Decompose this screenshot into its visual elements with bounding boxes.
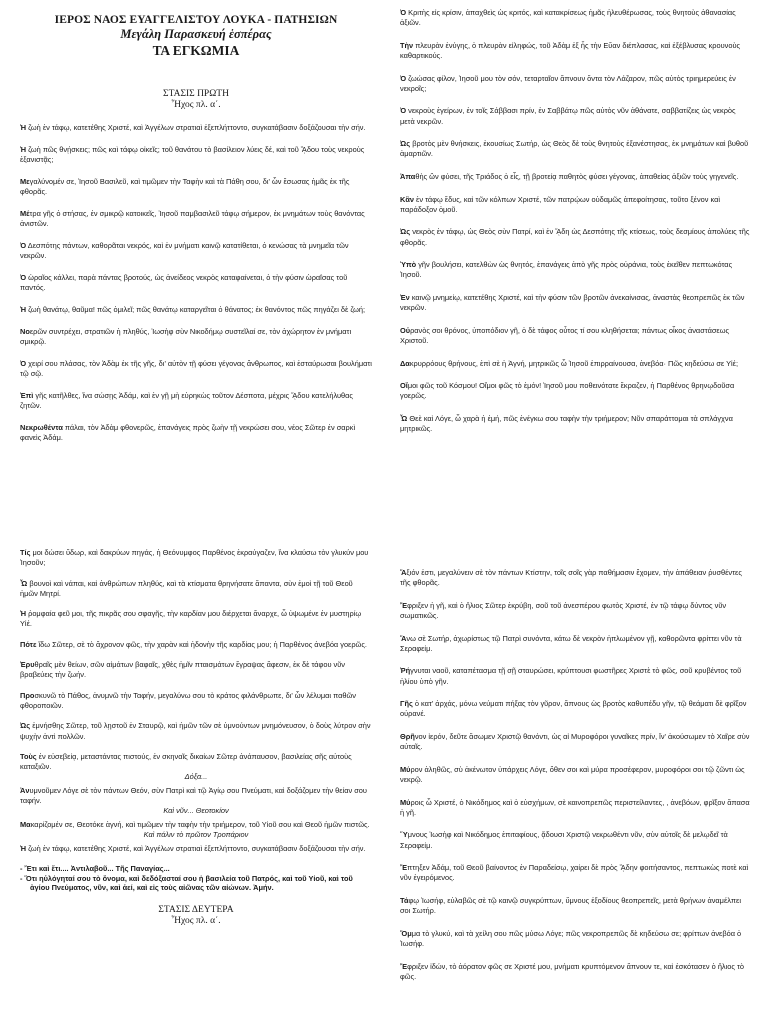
kai-nyn-marker: Καὶ νῦν... Θεοτοκίον xyxy=(163,806,229,816)
verse xyxy=(20,123,372,133)
verse xyxy=(20,241,372,261)
top-right-column xyxy=(400,6,752,514)
verse-initial: Ὦ xyxy=(20,578,28,588)
verse-list xyxy=(20,548,372,772)
verse xyxy=(400,8,752,28)
verse-initial: Νεκρωθέντα xyxy=(20,422,63,432)
church-name: ΙΕΡΟΣ ΝΑΟΣ ΕΥΑΓΓΕΛΙΣΤΟΥ ΛΟΥΚΑ - ΠΑΤΗΣΙΩΝ xyxy=(54,14,338,26)
verse xyxy=(20,305,372,315)
verse-text: σκυνῶ τὸ Πάθος, ἀνυμνῶ τὴν Ταφήν, μεγαλύνω σου τὸ κράτος φιλάνθρωπε, δι' ὧν λέλυμαι παθῶν φθοροποιῶν. xyxy=(20,690,356,710)
verse-text: ῥομφαία φεῦ μοι, τῆς πικρᾶς σου σφαγῆς, τὴν καρδίαν μου διέρχεται ἄναρχε, ὦ ὑψωμένε ἐν μυστηρίῳ Υἱέ. xyxy=(20,609,362,629)
verse xyxy=(400,568,752,588)
verse-text: πλευρὰν ἐνύγης, ὁ πλευρὰν εἰληφώς, τοῦ Ἀδὰμ ἐξ ἧς τὴν Εὔαν διέπλασας, καὶ ἐξέβλυσας κρουνοὺς καθαρτικούς. xyxy=(400,40,741,60)
verse-text: Κριτὴς εἰς κρίσιν, ἀπαχθεὶς ὡς κριτός, καὶ κατακρίσεως ἡμᾶς ἠλευθέρωσας, τοὺς θνητοὺς ἀθανασίας ἀξιῶν. xyxy=(400,8,736,28)
verse xyxy=(20,752,372,772)
verse-initial: Ὁ xyxy=(20,272,27,282)
verse-initial: Μέ xyxy=(20,208,30,218)
verse-initial: Ὁ xyxy=(400,8,407,17)
verse-text: νεκρὸς ἐν τάφῳ, ὡς Θεὸς σὺν Πατρί, καὶ ἐν ᾍδη ὡς Δεσπότης τῆς κτίσεως, τοὺς δεσμίους ἀπολύεις τῆς φθορᾶς. xyxy=(400,227,750,247)
verse-text: μνους Ἰωσὴφ καὶ Νικόδημος ἐπιταφίους, ᾄδουσι Χριστῷ νεκρωθέντι νῦν, σὺν αὐτοῖς δὲ μελῳδεῖ τὰ Σεραφείμ. xyxy=(400,830,728,850)
verse-text: βουνοὶ καὶ νάπαι, καὶ ἀνθρώπων πληθύς, καὶ τὰ κτίσματα θρηνήσατε ἅπαντα, σὺν ἐμοὶ τῇ τοῦ Θεοῦ ἡμῶν Μητρί. xyxy=(20,578,353,598)
repeat-note: Καὶ πάλιν τὸ πρῶτον Τροπάριον xyxy=(143,830,249,840)
verse xyxy=(20,359,372,379)
verse-text: βροτὸς μὲν θνήσκεις, ἑκουσίως Σωτήρ, ὡς Θεὸς δὲ τοὺς θνητοὺς ἐξανέστησας, ἐκ μνημάτων καὶ βυθοῦ ἁμαρτιῶν. xyxy=(400,139,749,159)
verse-text: φῳ Ἰωσήφ, εὐλαβῶς σὲ τῷ καινῷ συγκρύπτων, ὕμνους ἐξοδίους θεοπρεπεῖς, μετὰ θρήνων ἀναμέλπει σοι Σωτήρ. xyxy=(400,895,741,916)
verse-initial: Τά xyxy=(400,895,409,905)
verse-initial: Ὁ xyxy=(20,358,27,368)
bottom-left-column xyxy=(20,544,372,1020)
litany-lines xyxy=(20,864,372,893)
verse-initial: Θρῆ xyxy=(400,731,415,741)
verse-text: ζωὴ ἐν τάφῳ, κατετέθης Χριστέ, καὶ Ἀγγέλων στρατιαὶ ἐξεπλήττοντο, συγκατάβασιν δοξάζουσαι τὴν σήν. xyxy=(26,843,366,853)
verse-initial: Ὡς xyxy=(20,721,31,731)
verse-text: καρίζομέν σε, Θεοτόκε ἁγνή, καὶ τιμῶμεν τὴν ταφὴν τὴν τριήμερον, τοῦ Υἱοῦ σου καὶ Θεοῦ ἡμῶν πιστῶς. xyxy=(30,819,370,829)
stasis-tone: Ἦχος πλ. α΄. xyxy=(171,915,221,926)
stasis-title: ΣΤΑΣΙΣ ΠΡΩΤΗ xyxy=(163,89,229,99)
verse-initial: Οὐ xyxy=(400,325,411,335)
verse-initial: Ἐπὶ xyxy=(20,390,34,400)
verse-initial: Τοὺς xyxy=(20,751,37,761)
verse xyxy=(20,640,372,650)
verse xyxy=(400,962,752,982)
verse xyxy=(400,359,752,369)
stasis-tone: Ἦχος πλ. α΄. xyxy=(171,100,221,110)
verse xyxy=(400,634,752,654)
verse-text: πάλαι, τὸν Ἀδὰμ φθονερῶς, ἐπανάγεις πρὸς ζωὴν τῇ νεκρώσει σου, νέος Σῶτερ ἐν σαρκὶ φανεὶς Ἀδάμ. xyxy=(20,422,356,442)
verse-text: τρα γῆς ὁ στήσας, ἐν σμικρῷ κατοικεῖς, Ἰησοῦ παμβασιλεῦ τάφῳ σήμερον, ἐκ μνημάτων τοὺς θανόντας ἀνιστῶν. xyxy=(20,208,365,228)
verse xyxy=(20,844,372,854)
verse-initial: Ἔ xyxy=(400,961,408,971)
verse xyxy=(400,863,752,883)
verse xyxy=(400,666,752,686)
verse-initial: Μα xyxy=(20,819,31,829)
verse-initial: Ἐν xyxy=(400,292,410,302)
verse xyxy=(400,699,752,719)
verse-text: ερῶν συντρέχει, στρατιῶν ἡ πληθύς, Ἰωσὴφ σὺν Νικοδήμῳ συστεῖλαί σε, τὸν ἀχώρητον ἐν μνήματι σμικρῷ. xyxy=(20,326,352,346)
verse-initial: Ἡ xyxy=(20,304,27,314)
verse-initial: Ἐρυ xyxy=(20,660,35,670)
verse-text: ξιόν ἐστι, μεγαλύνειν σὲ τὸν πάντων Κτίστην, τοῖς σοῖς γὰρ παθήμασιν ἔχομεν, τὴν ἀπάθειαν ῥυσθέντες τῆς φθορᾶς. xyxy=(400,568,742,588)
verse-text: Δεσπότης πάντων, καθορᾶται νεκρός, καὶ ἐν μνήματι καινῷ κατατίθεται, ὁ κενώσας τὰ μνημεῖα τῶν νεκρῶν. xyxy=(20,240,349,260)
verse-initial: Ἡ xyxy=(20,843,27,853)
verse-initial: Ἄ xyxy=(400,568,407,577)
verse xyxy=(20,609,372,629)
verse-text: ζωὴ θανάτῳ, θαῦμα! πῶς ὁμιλεῖ; πῶς θανάτῳ καταργεῖται ὁ θάνατος; ἐκ θανόντος πῶς πηγάζει δὲ ζωή; xyxy=(26,304,366,314)
verse-initial: Ὑπὸ xyxy=(400,260,417,270)
verse-text: κρυρρόους θρήνους, ἐπὶ σὲ ἡ Ἁγνή, μητρικῶς ὦ Ἰησοῦ ἐπιρραίνουσα, ἀνεβόα· Πῶς κηδεύσω σε Υἱέ; xyxy=(409,358,739,368)
verse xyxy=(400,326,752,346)
verse-initial: Πότε xyxy=(20,639,37,649)
verse xyxy=(400,765,752,785)
verse-initial: Ὁ xyxy=(400,106,407,116)
verse-text: γαλύνομέν σε, Ἰησοῦ Βασιλεῦ, καὶ τιμῶμεν τὴν Ταφὴν καὶ τὰ Πάθη σου, δι' ὧν ἔσωσας ἡμᾶς ἐκ τῆς φθορᾶς. xyxy=(20,176,350,196)
verse-initial: Ὕ xyxy=(400,830,408,840)
verse-text: Θεὲ καὶ Λόγε, ὦ χαρὰ ἡ ἐμή, πῶς ἐνέγκω σου ταφὴν τὴν τριήμερον; Νῦν σπαράττομαι τὰ σπλάγχνα μητρικῶς. xyxy=(400,413,733,434)
verse-initial: Δα xyxy=(400,358,410,368)
verse-initial: Ἀπα xyxy=(400,171,416,181)
verse-list xyxy=(20,123,372,443)
verse-text: καινῷ μνημείῳ, κατετέθης Χριστέ, καὶ τὴν φύσιν τῶν βροτῶν ἀνεκαίνισας, ἀναστὰς θεοπρεπῶς ἐκ τῶν νεκρῶν. xyxy=(400,292,745,313)
verse-text: ὡραῖος κάλλει, παρὰ πάντας βροτούς, ὡς ἀνείδεος νεκρὸς καταφαίνεται, ὁ τὴν φύσιν ὡραΐσας τοῦ παντός. xyxy=(20,272,348,292)
verse xyxy=(400,381,752,401)
stasis-heading xyxy=(20,89,372,111)
verse-text: ροις ὦ Χριστέ, ὁ Νικόδημος καὶ ὁ εὐσχήμων, σὲ καινοπρεπῶς περιστείλαντες, , ἀνεβόων, φρῖξον ἅπασα ἡ γῆ. xyxy=(400,797,750,817)
verse-initial: Ὄμ xyxy=(400,928,412,938)
verse-list xyxy=(400,568,752,982)
stasis-heading xyxy=(20,905,372,927)
verse-initial: Μύ xyxy=(400,764,411,774)
verse-text: θραῖς μὲν θείων, σῶν αἱμάτων βαφαῖς, χθὲς ἡμῖν πταισμάτων ἔγραψας ἄφεσιν, ἐκ δὲ τάφου νῦν βραβεύεις τὴν ζωήν. xyxy=(20,660,345,680)
verse-text: ὁ κατ' ἀρχάς, μόνω νεύματι πήξας τὸν γῦρον, ἄπνους ὡς βροτὸς καθυπέδυ γῆν, τῷ θεάματι δὲ φρῖξον οὐρανέ. xyxy=(400,699,747,719)
verse-initial: Ἔ xyxy=(400,600,408,610)
verse xyxy=(400,195,752,215)
verse-initial: Ἄ xyxy=(400,633,407,643)
verse xyxy=(20,721,372,741)
verse-initial: Γῆς xyxy=(400,699,413,709)
verse-text: φριξεν ἰδών, τὸ ἀόρατον φῶς σε Χριστέ μου, μνήματι κρυπτόμενον ἄπνουν τε, καὶ ἐσκότασεν ὁ ἥλιος τὸ φῶς. xyxy=(400,961,745,981)
verse-text: μα τὸ γλυκύ, καὶ τὰ χείλη σου πῶς μύσω Λόγε; πῶς νεκροπρεπῶς δὲ κηδεύσω σε; φρίττων ἀνεβόα ὁ Ἰωσήφ. xyxy=(400,928,742,948)
verse xyxy=(400,41,752,61)
verse-text: πτηξεν Ἀδάμ, τοῦ Θεοῦ βαίνοντος ἐν Παραδείσῳ, χαίρει δὲ πρὸς ᾍδην φοιτήσαντος, πεπτωκὼς ποτὲ καὶ νῦν ἐγειρόμενος. xyxy=(400,863,749,883)
document-title: ΤΑ ΕΓΚΩΜΙΑ xyxy=(152,43,240,58)
verse-initial: Μύ xyxy=(400,797,411,807)
verse xyxy=(400,172,752,182)
verse-initial: Ὡς xyxy=(400,227,411,237)
verse-initial: Ὁ xyxy=(400,73,407,83)
verse-text: γῆς κατῆλθες, ἵνα σώσῃς Ἀδάμ, καὶ ἐν γῇ μὴ εὑρηκὼς τοῦτον Δέσποτα, μέχρις ᾍδου κατελήλυθας ζητῶν. xyxy=(20,390,353,410)
verse-initial: Ὁ xyxy=(20,240,27,250)
verse-list xyxy=(20,786,372,806)
verse xyxy=(400,293,752,313)
verse xyxy=(20,273,372,293)
verse-text: ζωώσας φίλον, Ἰησοῦ μου τὸν σόν, τεταρταῖον ἄπνουν ὄντα τὸν Λάζαρον, πῶς αὐτὸς τριημερεύεις ἐν νεκροῖς; xyxy=(400,73,736,93)
verse xyxy=(400,106,752,126)
verse-initial: Ἀν xyxy=(20,785,30,795)
verse-initial: Κἂν xyxy=(400,194,414,204)
verse xyxy=(20,548,372,568)
verse-text: φριξεν ἡ γῆ, καὶ ὁ ἥλιος Σῶτερ ἐκρύβη, σοῦ τοῦ ἀνεσπέρου φωτὸς Χριστέ, ἐν τῷ τάφῳ δύντος νῦν σωματικῶς. xyxy=(400,600,727,620)
verse-text: νον ἱερόν, δεῦτε ἄσωμεν Χριστῷ θανόντι, ὡς αἱ Μυροφόροι γυναῖκες πρίν, ἵν' ἀκούσωμεν τὸ Χαῖρε σὺν αὐταῖς. xyxy=(400,731,750,752)
verse xyxy=(400,74,752,94)
verse-text: μοι φῶς τοῦ Κόσμου! Οἴμοι φῶς τὸ ἐμόν! Ἰησοῦ μου ποθεινότατε ἔκραζεν, ἡ Παρθένος θρηνῳδοῦσα γοερῶς. xyxy=(400,381,735,401)
verse-initial: Ἔ xyxy=(400,863,408,873)
verse-text: ζωὴ ἐν τάφῳ, κατετέθης Χριστέ, καὶ Ἀγγέλων στρατιαὶ ἐξεπλήττοντο, συγκατάβασιν δοξάζουσαι τὴν σήν. xyxy=(26,123,366,132)
verse-initial: Τίς xyxy=(20,548,31,557)
verse-text: θὴς ὢν φύσει, τῆς Τριάδος ὁ εἷς, τῇ βροτείᾳ παθητὸς φύσει γέγονας, ἀπαθείας ἀξιῶν τοὺς γηγενεῖς. xyxy=(415,171,739,181)
verse xyxy=(400,929,752,949)
verse-text: ζωὴ πῶς θνῄσκεις; πῶς καὶ τάφῳ οἰκεῖς; τοῦ θανάτου τὸ βασίλειον λύεις δέ, καὶ τοῦ ᾍδου τοὺς νεκροὺς ἐξανιστᾷς; xyxy=(20,144,365,164)
verse xyxy=(400,896,752,916)
verse xyxy=(400,414,752,434)
litany-line: - Ἔτι καὶ ἔτι.... Ἀντιλαβοῦ... Τῆς Παναγίας... xyxy=(20,864,170,874)
verse xyxy=(20,423,372,443)
verse xyxy=(20,209,372,229)
verse xyxy=(400,732,752,752)
verse xyxy=(20,691,372,711)
verse-text: υμνοῦμεν Λόγε σὲ τὸν πάντων Θεόν, σὺν Πατρὶ καὶ τῷ Ἁγίῳ σου Πνεύματι, καὶ δοξάζομεν τὴν θείαν σου ταφήν. xyxy=(20,785,367,806)
verse xyxy=(400,798,752,818)
verse-initial: Ἡ xyxy=(20,144,27,154)
verse-initial: Οἴ xyxy=(400,381,408,391)
stasis-title: ΣΤΑΣΙΣ ΔΕΥΤΕΡΑ xyxy=(158,904,234,915)
verse xyxy=(400,227,752,247)
verse xyxy=(400,260,752,280)
verse-initial: Ἡ xyxy=(20,123,27,132)
top-left-column xyxy=(20,6,372,514)
bottom-right-column xyxy=(400,544,752,1020)
verse-list xyxy=(20,844,372,854)
verse-initial: Νο xyxy=(20,326,30,336)
verse xyxy=(20,327,372,347)
service-name: Μεγάλη Παρασκευή ἑσπέρας xyxy=(120,27,272,41)
doxa-marker: Δόξα... xyxy=(184,772,208,782)
verse-initial: Ῥή xyxy=(400,666,411,676)
verse-initial: Ὦ xyxy=(400,413,408,423)
verse-text: ἐν εὐσεβείᾳ, μεταστάντας πιστούς, ἐν σκηναῖς δικαίων Σῶτερ ἀνάπαυσον, βασιλείας σῆς αὐτοὺς καταξιῶν. xyxy=(20,751,352,772)
verse xyxy=(20,145,372,165)
litany-line: - Ὅτι ηὐλόγηταί σου τὸ ὄνομα, καὶ δεδόξασταί σου ἡ βασιλεία τοῦ Πατρός, καὶ τοῦ Υἱοῦ, καὶ τοῦ ἁγίου Πνεύματος, νῦν, καὶ ἀεί, καὶ εἰς τοὺς αἰῶνας τῶν αἰώνων. Ἀμήν. xyxy=(20,873,353,893)
verse-initial: Με xyxy=(20,176,30,186)
verse-text: ἐμνήσθης Σῶτερ, τοῦ λῃστοῦ ἐν Σταυρῷ, καὶ ἡμῶν τῶν σὲ ὑμνούντων μνημόνευσον, ὁ δοὺς λύτρον σὴν ψυχὴν ἀντὶ πολλῶν. xyxy=(20,721,371,741)
verse-text: ρανὸς σοι θρόνος, ὑποπόδιον γῆ, ὁ δὲ τάφος οὗτος τί σου κληθήσεται; πάντως οἶκος ἀναστάσεως Χριστοῦ. xyxy=(400,325,730,345)
verse-initial: Ὡς xyxy=(400,139,411,149)
verse xyxy=(20,820,372,830)
verse-text: γνυται ναοῦ, καταπέτασμα τῇ σῇ σταυρώσει, κρύπτουσι φωστῆρες Χριστὲ τὸ φῶς, σοῦ κρυβέντος τοῦ ἡλίου ὑπὸ γῆν. xyxy=(400,666,742,686)
verse-initial: Ἡ xyxy=(20,609,27,619)
verse-text: γῆν βουλήσει, κατελθὼν ὡς θνητός, ἐπανάγεις ἀπὸ γῆς πρὸς οὐράνια, τοὺς ἐκεῖθεν πεπτωκότας Ἰησοῦ. xyxy=(400,260,733,280)
verse xyxy=(20,786,372,806)
verse-initial: Τὴν xyxy=(400,40,414,50)
verse-list xyxy=(400,8,752,434)
verse xyxy=(20,660,372,680)
verse xyxy=(20,177,372,197)
verse-text: νεκροὺς ἐγείρων, ἐν τοῖς Σάββασι πρίν, ἐν Σαββάτῳ πῶς αὐτὸς νῦν ἀθάνατε, σαββατίζεις ὡς νεκρὸς μετὰ νεκρῶν. xyxy=(400,106,736,126)
verse-text: μοι δώσει ὕδωρ, καὶ δακρύων πηγάς, ἡ Θεόνυμφος Παρθένος ἐκραύγαζεν, ἵνα κλαύσω τὸν γλυκύν μου Ἰησοῦν; xyxy=(20,548,369,568)
verse xyxy=(400,830,752,850)
verse-text: ἐν τάφῳ ἔδυς, καὶ τῶν κόλπων Χριστέ, τῶν πατρῴων οὐδαμῶς ἀπεφοίτησας, τοῦτο ξένον καὶ παράδοξον ὁμοῦ. xyxy=(400,194,721,214)
verse xyxy=(400,139,752,159)
verse xyxy=(400,601,752,621)
verse-initial: Προ xyxy=(20,690,35,700)
verse-text: νω σὲ Σωτήρ, ἀχωρίστως τῷ Πατρὶ συνόντα, κάτω δὲ νεκρὸν ἡπλωμένον γῇ, καθορῶντα φρίττει νῦν τὰ Σεραφείμ. xyxy=(400,633,742,653)
verse xyxy=(20,579,372,599)
verse-text: ἴδω Σῶτερ, σὲ τὸ ἄχρονον φῶς, τὴν χαρὰν καὶ ἡδονὴν τῆς καρδίας μου; ἡ Παρθένος ἀνεβόα γοερῶς. xyxy=(36,639,367,649)
verse-list xyxy=(20,820,372,830)
verse-text: ρον ἀληθῶς, σὺ ἀκένωτον ὑπάρχεις Λόγε, ὅθεν σοι καὶ μύρα προσέφερον, μυροφόροι σοι τῷ ζῶντι ὡς νεκρῷ. xyxy=(400,764,745,784)
verse-text: χειρί σου πλάσας, τὸν Ἀδὰμ ἐκ τῆς γῆς, δι' αὐτὸν τῇ φύσει γέγονας ἄνθρωπος, καὶ ἐσταύρωσαι βουλήματι τῷ σῷ. xyxy=(20,358,372,378)
verse xyxy=(20,391,372,411)
